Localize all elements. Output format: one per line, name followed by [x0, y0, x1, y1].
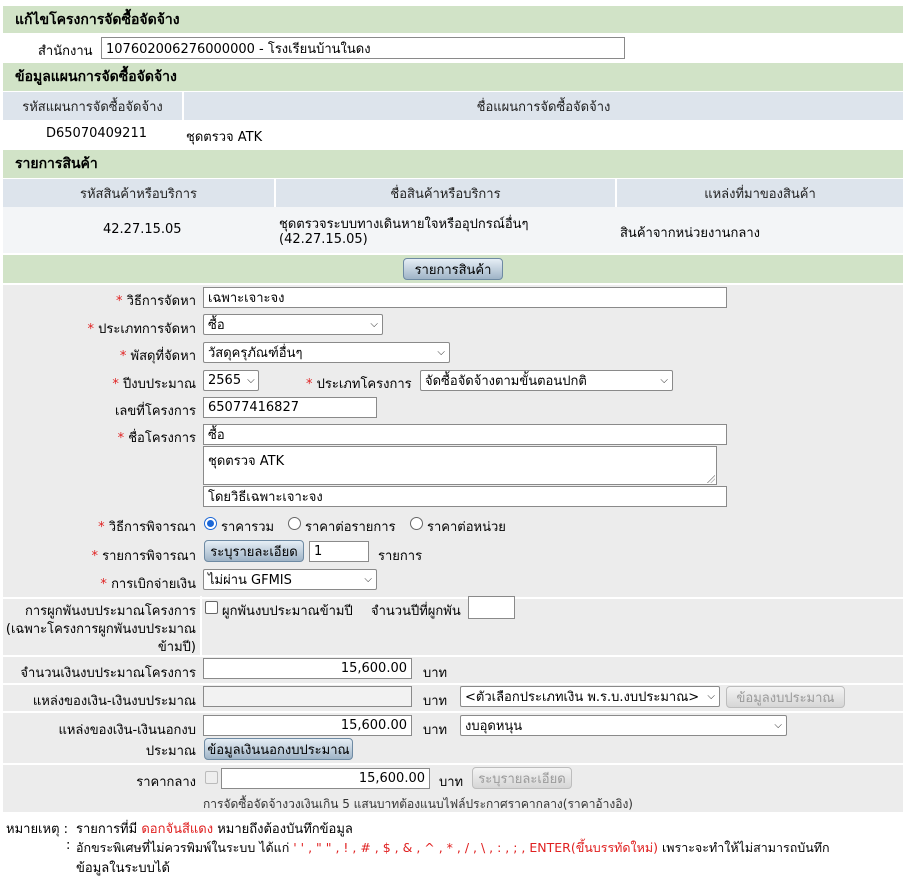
- median-price-checkbox[interactable]: [205, 771, 218, 784]
- chevron-down-icon: ⌵: [707, 691, 715, 702]
- procure-type-select[interactable]: ซื้อ ⌵: [203, 314, 383, 335]
- office-label: สำนักงาน: [38, 44, 93, 59]
- fund-out-amount-field[interactable]: 15,600.00: [203, 715, 412, 736]
- commit-years-label: จำนวนปีที่ผูกพัน: [371, 604, 461, 619]
- budget-amount-field[interactable]: 15,600.00: [203, 658, 412, 679]
- fund-out-currency: บาท: [423, 723, 448, 738]
- radio-per-item-label: ราคาต่อรายการ: [305, 520, 396, 535]
- plan-code-header: รหัสแผนการจัดซื้อจัดจ้าง: [3, 92, 182, 120]
- consider-items-count-field[interactable]: 1: [309, 541, 369, 562]
- commit-label-line2: (เฉพาะโครงการผูกพันงบประมาณ: [5, 622, 196, 637]
- fund-in-amount-field[interactable]: [203, 686, 412, 707]
- project-type-select[interactable]: จัดซื้อจัดจ้างตามขั้นตอนปกติ ⌵: [420, 370, 673, 391]
- consider-items-label: * รายการพิจารณา: [91, 549, 196, 564]
- project-name-textarea[interactable]: ชุดตรวจ ATK: [203, 446, 717, 485]
- plan-name-value: ชุดตรวจ ATK: [186, 130, 263, 145]
- item-source: สินค้าจากหน่วยงานกลาง: [620, 226, 760, 241]
- budget-year-select[interactable]: 2565 ⌵: [203, 370, 259, 391]
- office-field[interactable]: 107602006276000000 - โรงเรียนบ้านในดง: [101, 37, 625, 59]
- supply-select[interactable]: วัสดุครุภัณฑ์อื่นๆ ⌵: [203, 342, 450, 363]
- items-name-header: ชื่อสินค้าหรือบริการ: [276, 179, 615, 207]
- consider-method-label: * วิธีการพิจารณา: [98, 520, 196, 535]
- form-divider: [3, 655, 903, 657]
- median-price-field[interactable]: 15,600.00: [221, 768, 430, 789]
- radio-per-unit-label: ราคาต่อหน่วย: [427, 520, 506, 535]
- radio-per-item[interactable]: [288, 517, 301, 530]
- form-divider: [3, 763, 903, 765]
- commit-label-line3: ข้ามปี): [157, 640, 196, 655]
- median-price-note: การจัดซื้อจัดจ้างวงเงินเกิน 5 แสนบาทต้องแนบไฟล์ประกาศราคากลาง(ราคาอ้างอิง): [203, 797, 633, 811]
- supply-label: * พัสดุที่จัดหา: [119, 349, 196, 364]
- specify-detail-button[interactable]: ระบุรายละเอียด: [204, 540, 304, 562]
- notes-line2-colon: :: [66, 838, 71, 853]
- plan-code-value: D65070409211: [46, 126, 147, 141]
- notes-line1: รายการที่มี ดอกจันสีแดง หมายถึงต้องบันทึกข้อมูล: [76, 822, 353, 837]
- project-name-suffix-field[interactable]: โดยวิธีเฉพาะเจาะจง: [203, 486, 727, 507]
- chevron-down-icon: ⌵: [437, 347, 445, 358]
- form-divider: [3, 597, 903, 599]
- off-budget-info-button[interactable]: ข้อมูลเงินนอกงบประมาณ: [204, 738, 353, 760]
- items-source-header: แหล่งที่มาของสินค้า: [617, 179, 903, 207]
- median-price-label: ราคากลาง: [136, 775, 196, 790]
- item-code: 42.27.15.05: [103, 222, 182, 237]
- fund-out-select[interactable]: งบอุดหนุน ⌵: [460, 715, 787, 736]
- chevron-down-icon: ⌵: [370, 319, 378, 330]
- budget-amount-currency: บาท: [423, 666, 448, 681]
- fund-out-label-line2: ประมาณ: [145, 744, 196, 759]
- fund-in-label: แหล่งของเงิน-เงินงบประมาณ: [32, 694, 196, 709]
- budget-info-button[interactable]: ข้อมูลงบประมาณ: [726, 686, 845, 708]
- procure-method-label: * วิธีการจัดหา: [116, 294, 196, 309]
- fund-in-select[interactable]: <ตัวเลือกประเภทเงิน พ.ร.บ.งบประมาณ> ⌵: [460, 686, 720, 707]
- form-divider: [3, 683, 903, 685]
- notes-line3: ข้อมูลในระบบได้: [76, 861, 170, 876]
- notes-prefix: หมายเหตุ :: [6, 822, 69, 837]
- budget-year-label: * ปีงบประมาณ: [112, 377, 196, 392]
- disburse-select[interactable]: ไม่ผ่าน GFMIS ⌵: [203, 569, 377, 590]
- form-divider: [3, 711, 903, 713]
- procure-method-field[interactable]: เฉพาะเจาะจง: [203, 287, 727, 308]
- chevron-down-icon: ⌵: [660, 375, 668, 386]
- fund-out-label-line1: แหล่งของเงิน-เงินนอกงบ: [58, 723, 196, 738]
- radio-total-price-label: ราคารวม: [221, 520, 275, 535]
- chevron-down-icon: ⌵: [364, 574, 372, 585]
- plan-section-header: ข้อมูลแผนการจัดซื้อจัดจ้าง: [3, 63, 903, 91]
- items-list-button[interactable]: รายการสินค้า: [403, 258, 503, 280]
- items-section-header: รายการสินค้า: [3, 150, 903, 178]
- project-name-prefix-field[interactable]: ซื้อ: [203, 424, 727, 445]
- item-name-line1: ชุดตรวจระบบทางเดินหายใจหรืออุปกรณ์อื่นๆ: [279, 217, 529, 232]
- commit-years-field[interactable]: [468, 596, 515, 619]
- items-code-header: รหัสสินค้าหรือบริการ: [3, 179, 274, 207]
- budget-amount-label: จำนวนเงินงบประมาณโครงการ: [20, 666, 196, 681]
- commit-label-line1: การผูกพันงบประมาณโครงการ: [24, 604, 196, 619]
- plan-name-header: ชื่อแผนการจัดซื้อจัดจ้าง: [184, 92, 903, 120]
- disburse-label: * การเบิกจ่ายเงิน: [100, 577, 196, 592]
- item-name-line2: (42.27.15.05): [279, 232, 368, 247]
- project-type-label: * ประเภทโครงการ: [306, 377, 412, 392]
- commit-checkbox[interactable]: [205, 601, 218, 614]
- radio-total-price[interactable]: [204, 517, 217, 530]
- page-title: แก้ไขโครงการจัดซื้อจัดจ้าง: [3, 6, 903, 33]
- procure-type-label: * ประเภทการจัดหา: [87, 322, 196, 337]
- project-name-label: * ชื่อโครงการ: [117, 431, 196, 446]
- fund-in-currency: บาท: [423, 694, 448, 709]
- commit-checkbox-label: ผูกพันงบประมาณข้ามปี: [222, 604, 353, 619]
- median-price-currency: บาท: [439, 775, 464, 790]
- project-no-field[interactable]: 65077416827: [203, 397, 377, 418]
- median-detail-button[interactable]: ระบุรายละเอียด: [472, 767, 572, 789]
- consider-items-unit: รายการ: [378, 549, 423, 564]
- form-divider: [200, 596, 202, 656]
- resize-grip-icon[interactable]: [707, 475, 715, 483]
- chevron-down-icon: ⌵: [247, 375, 255, 386]
- radio-per-unit[interactable]: [410, 517, 423, 530]
- notes-line2: อักขระพิเศษที่ไม่ควรพิมพ์ในระบบ ได้แก่ ' ' , " " , ! , # , $ , & , ^ , * , / , \ , : , ; , ENTER(ขึ้นบรรทัดใหม่) เพราะจะทำให้ไม่สามารถบันทึก: [76, 840, 830, 855]
- project-no-label: เลขที่โครงการ: [114, 404, 196, 419]
- chevron-down-icon: ⌵: [774, 720, 782, 731]
